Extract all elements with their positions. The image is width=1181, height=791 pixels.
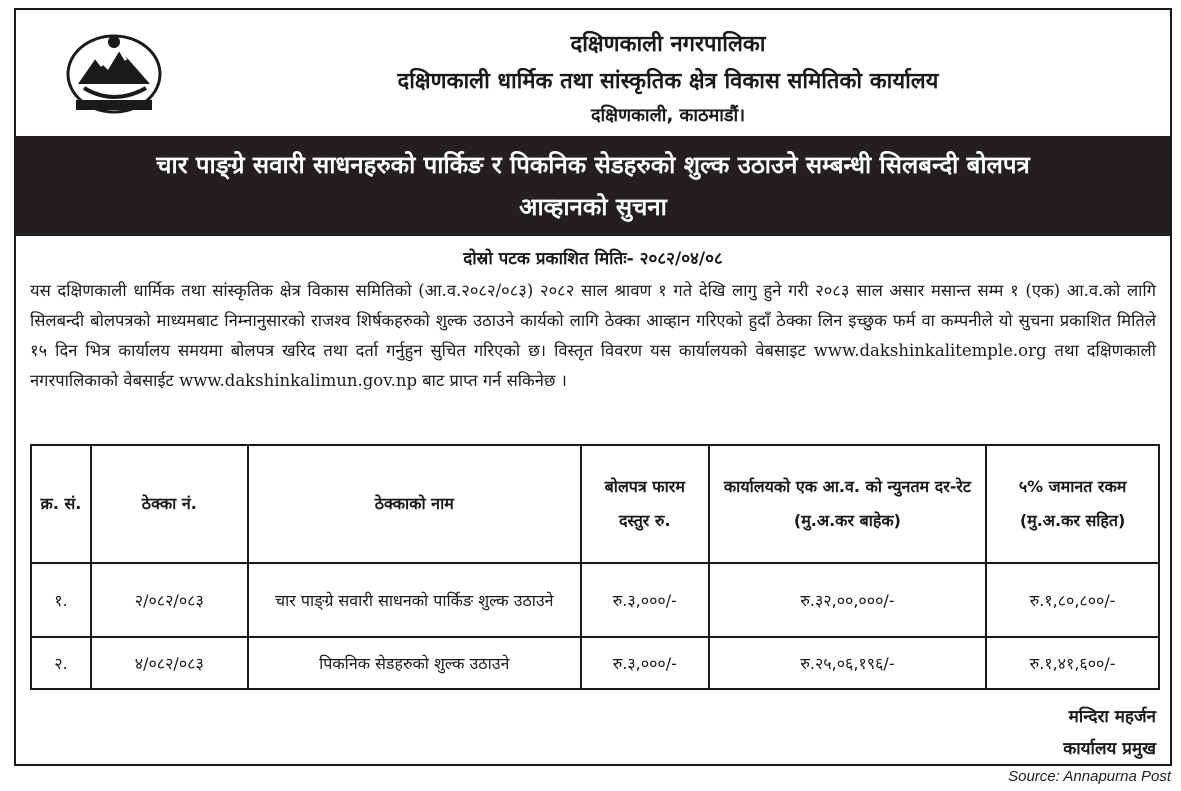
signatory-title: कार्यालय प्रमुख	[1063, 739, 1156, 759]
government-emblem-icon	[56, 28, 176, 120]
cell-contract-no: ४/०८२/०८३	[91, 637, 248, 689]
municipality-name: दक्षिणकाली नगरपालिका	[570, 32, 766, 57]
header-contract-no: ठेक्का नं.	[91, 445, 248, 563]
cell-form-fee: रु.३,०००/-	[581, 637, 709, 689]
source-credit: Source: Annapurna Post	[1008, 768, 1171, 785]
cell-contract-name: पिकनिक सेडहरुको शुल्क उठाउने	[248, 637, 581, 689]
notice-frame	[14, 8, 1172, 766]
cell-contract-name: चार पाङ्ग्रे सवारी साधनको पार्किङ शुल्क उठाउने	[248, 563, 581, 637]
table-row	[31, 563, 1159, 637]
cell-min-rate: रु.२५,०६,१९६/-	[709, 637, 986, 689]
signatory-name: मन्दिरा महर्जन	[1068, 707, 1156, 727]
cell-sn: २.	[31, 637, 91, 689]
cell-min-rate: रु.३२,००,०००/-	[709, 563, 986, 637]
publication-date: दोस्रो पटक प्रकाशित मितिः- २०८२/०४/०८	[463, 249, 723, 269]
notice-title-line-2: आव्हानको सुचना	[519, 193, 667, 221]
table-row	[31, 637, 1159, 689]
cell-deposit: रु.१,४१,६००/-	[986, 637, 1159, 689]
header-sn: क्र. सं.	[31, 445, 91, 563]
header-deposit: ५% जमानत रकम (मु.अ.कर सहित)	[986, 445, 1159, 563]
cell-deposit: रु.१,८०,८००/-	[986, 563, 1159, 637]
header-contract-name: ठेक्काको नाम	[248, 445, 581, 563]
table-header-row	[31, 445, 1159, 563]
notice-body: यस दक्षिणकाली धार्मिक तथा सांस्कृतिक क्षेत्र विकास समितिको (आ.व.२०८२/०८३) २०८२ साल श्रावण १ गते देखि लागु हुने गरी २०८३ साल असार मसान्त सम्म १ (एक) आ.व.को लागि सिलबन्दी बोलपत्रको माध्यमबाट निम्नानुसारको राजश्व शिर्षकहरुको शुल्क उठाउने कार्यको लागि ठेक्का आव्हान गरिएको हुदाँ ठेक्का लिन इच्छुक फर्म वा कम्पनीले यो सुचना प्रकाशित मितिले १५ दिन भित्र कार्यालय समयमा बोलपत्र खरिद तथा दर्ता गर्नुहुन सुचित गरिएको छ। विस्तृत विवरण यस कार्यालयको वेबसाइट www.dakshinkalitemple.org तथा दक्षिणकाली नगरपालिकाको वेबसाईट www.dakshinkalimun.gov.np बाट प्राप्त गर्न सकिनेछ ।	[30, 281, 1156, 390]
header-min-rate: कार्यालयको एक आ.व. को न्युनतम दर-रेट (मु.अ.कर बाहेक)	[709, 445, 986, 563]
contract-table	[30, 444, 1160, 690]
office-address: दक्षिणकाली, काठमाडौं।	[590, 105, 746, 126]
cell-form-fee: रु.३,०००/-	[581, 563, 709, 637]
notice-title-line-1: चार पाङ्ग्रे सवारी साधनहरुको पार्किङ र पिकनिक सेडहरुको शुल्क उठाउने सम्बन्धी सिलबन्दी बोलपत्र	[156, 151, 1030, 179]
cell-sn: १.	[31, 563, 91, 637]
office-name: दक्षिणकाली धार्मिक तथा सांस्कृतिक क्षेत्र विकास समितिको कार्यालय	[397, 69, 939, 94]
header-form-fee: बोलपत्र फारम दस्तुर रु.	[581, 445, 709, 563]
cell-contract-no: २/०८२/०८३	[91, 563, 248, 637]
notice-title-banner	[16, 136, 1170, 236]
